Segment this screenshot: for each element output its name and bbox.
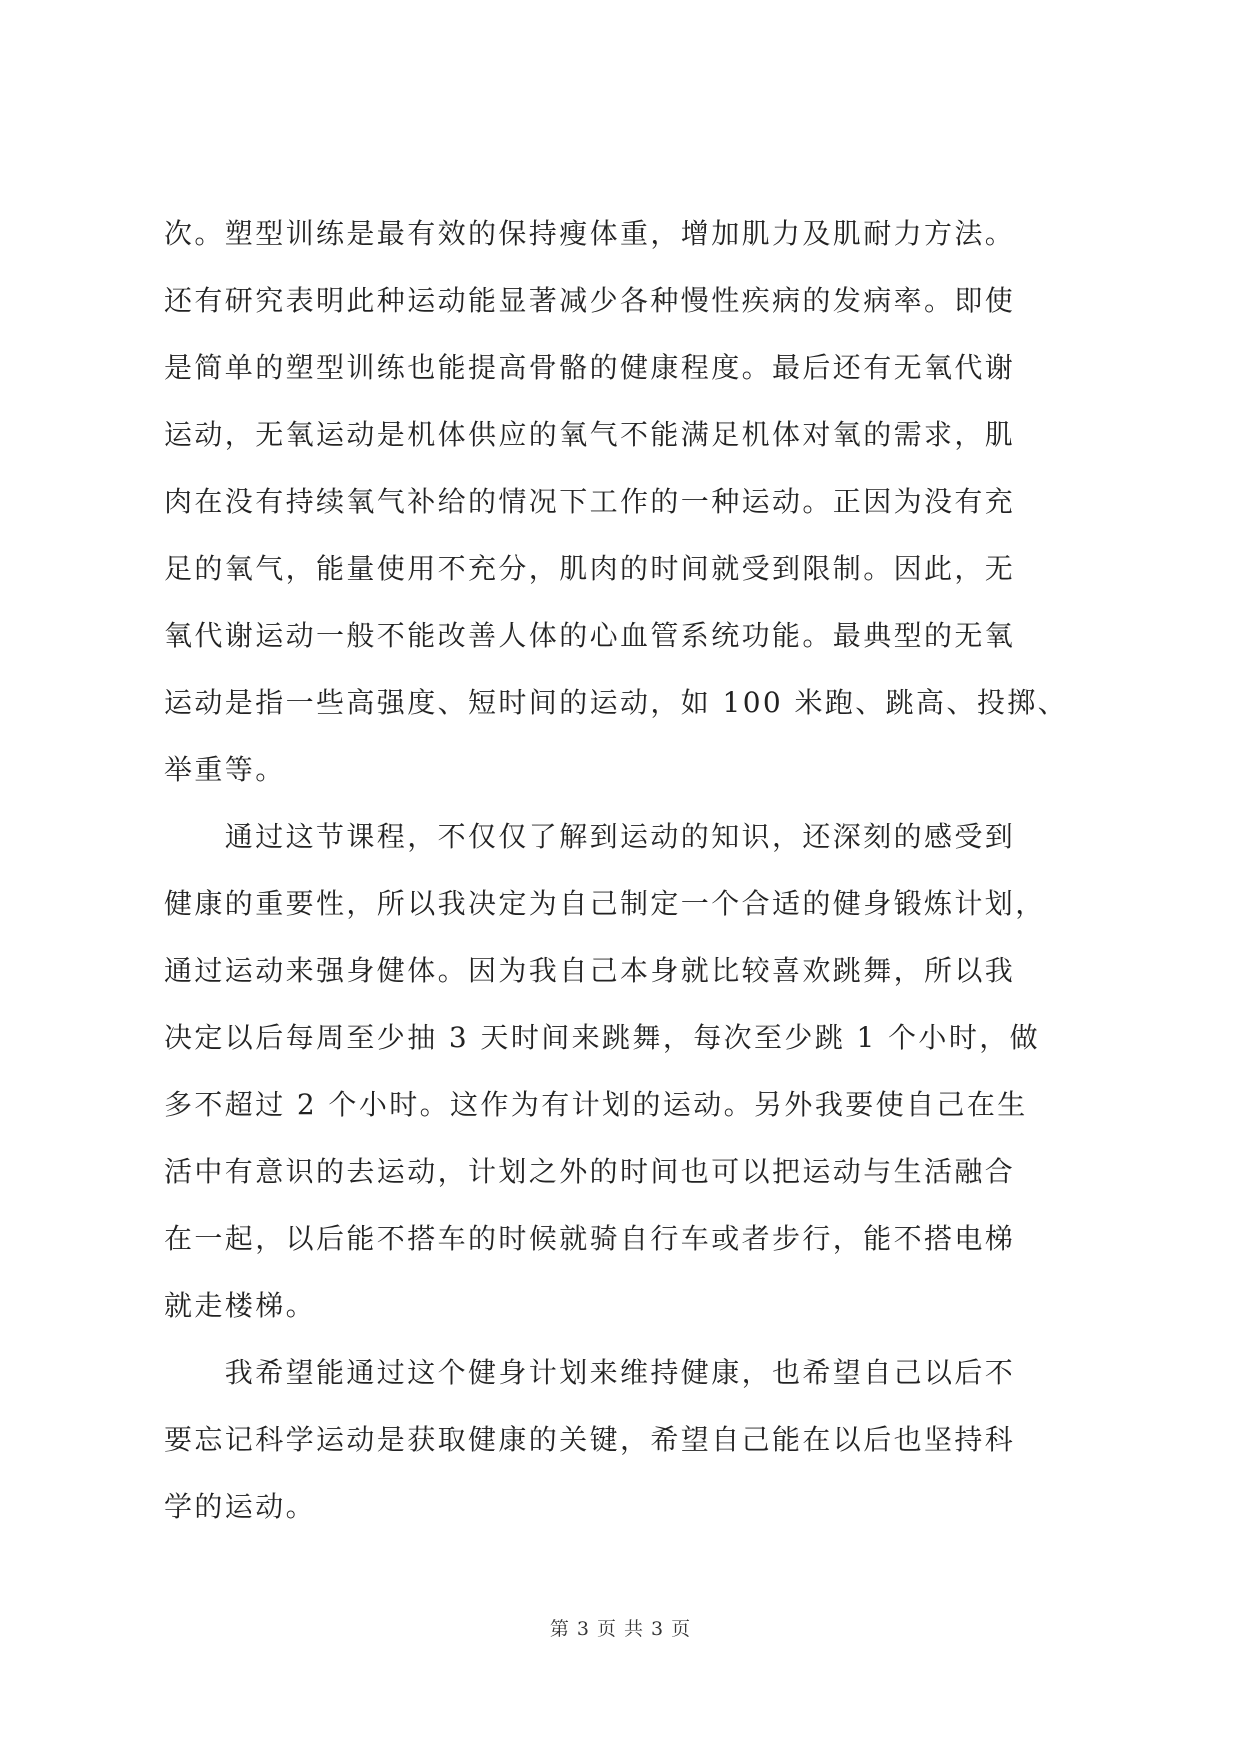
text-line: 就走楼梯。 — [164, 1289, 317, 1322]
text-line: 学的运动。 — [164, 1490, 317, 1523]
text-line: 举重等。 — [164, 753, 286, 786]
text-line: 通过运动来强身健体。因为我自己本身就比较喜欢跳舞，所以我 — [164, 954, 1016, 987]
text-line: 健康的重要性，所以我决定为自己制定一个合适的健身锻炼计划， — [164, 887, 1046, 920]
text-line: 足的氧气，能量使用不充分，肌肉的时间就受到限制。因此，无 — [164, 552, 1016, 585]
text-line: 在一起，以后能不搭车的时候就骑自行车或者步行，能不搭电梯 — [164, 1222, 1016, 1255]
text-line: 决定以后每周至少抽 3 天时间来跳舞，每次至少跳 1 个小时，做 — [164, 1021, 1041, 1054]
text-line: 多不超过 2 个小时。这作为有计划的运动。另外我要使自己在生 — [164, 1088, 1028, 1121]
text-line: 次。塑型训练是最有效的保持瘦体重，增加肌力及肌耐力方法。 — [164, 217, 1016, 250]
text-line: 还有研究表明此种运动能显著减少各种慢性疾病的发病率。即使 — [164, 284, 1016, 317]
text-line: 肉在没有持续氧气补给的情况下工作的一种运动。正因为没有充 — [164, 485, 1016, 518]
text-line: 是简单的塑型训练也能提高骨骼的健康程度。最后还有无氧代谢 — [164, 351, 1016, 384]
text-line: 活中有意识的去运动，计划之外的时间也可以把运动与生活融合 — [164, 1155, 1016, 1188]
text-line: 通过这节课程，不仅仅了解到运动的知识，还深刻的感受到 — [164, 820, 1016, 853]
text-line: 氧代谢运动一般不能改善人体的心血管系统功能。最典型的无氧 — [164, 619, 1016, 652]
page-number-footer: 第 3 页 共 3 页 — [549, 1618, 692, 1640]
text-line: 要忘记科学运动是获取健康的关键，希望自己能在以后也坚持科 — [164, 1423, 1016, 1456]
text-line: 运动，无氧运动是机体供应的氧气不能满足机体对氧的需求，肌 — [164, 418, 1016, 451]
text-line: 我希望能通过这个健身计划来维持健康，也希望自己以后不 — [164, 1356, 1016, 1389]
text-line: 运动是指一些高强度、短时间的运动，如 100 米跑、跳高、投掷、 — [164, 686, 1069, 719]
body-text — [164, 200, 1080, 1540]
